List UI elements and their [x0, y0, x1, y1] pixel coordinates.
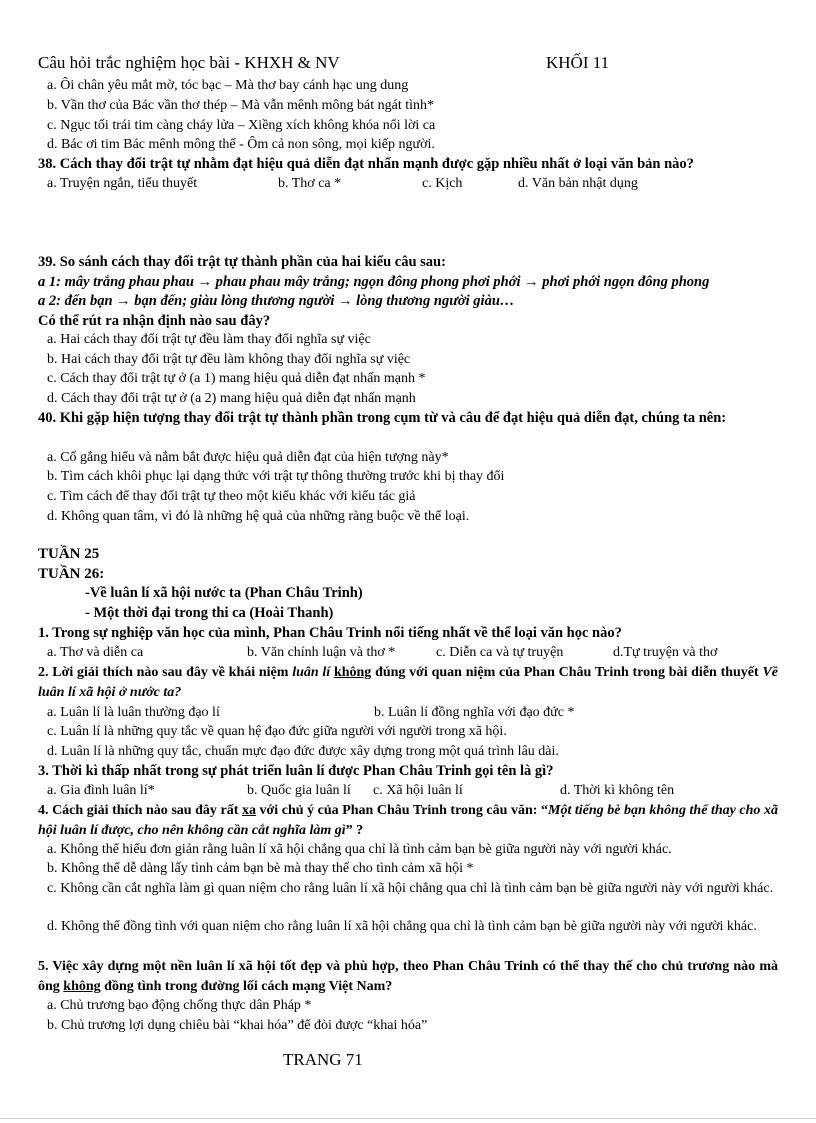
option-b: b. Luân lí đồng nghĩa với đạo đức * [374, 705, 575, 720]
question-39-prompt: Có thể rút ra nhận định nào sau đây? [38, 313, 271, 329]
option-b: b. Hai cách thay đổi trật tự đều làm không thay đổi nghĩa sự việc [47, 352, 411, 367]
question-39: 39. So sánh cách thay đổi trật tự thành phần của hai kiểu câu sau: [38, 254, 446, 270]
question-w2-options-ab [47, 704, 777, 722]
emphasis-khong: không [333, 665, 372, 680]
option-a: a. Luân lí là luân thường đạo lí [47, 705, 220, 720]
question-w3: 3. Thời kì thấp nhất trong sự phát triển luân lí được Phan Châu Trinh gọi tên là gì? [38, 763, 554, 779]
option-a: a. Cố gắng hiểu và nắm bắt được hiệu quả diễn đạt của hiện tượng này* [47, 450, 449, 465]
option-d: d. Không quan tâm, vì đó là những hệ quả của những ràng buộc về thể loại. [47, 509, 470, 524]
question-text: 5. Việc xây dựng một nền luân lí xã hội tốt đẹp và phù hợp, theo Phan Châu Trinh có thể thay thế cho chủ trương nào mà ông [38, 959, 778, 994]
option-c: c. Tìm cách để thay đổi trật tự theo một kiểu khác với kiểu tác giả [47, 489, 416, 504]
question-text: với chủ ý của Phan Châu Trinh trong câu văn: “ [255, 803, 548, 818]
option-c: c. Xã hội luân lí [373, 783, 463, 798]
option-a: a. Không thể hiểu đơn giản rằng luân lí xã hội chẳng qua chỉ là tình cảm bạn bè giữa người này với người khác. [47, 842, 672, 857]
question-text: đồng tình trong đường lối cách mạng Việt Nam? [100, 978, 393, 994]
question-w4 [38, 801, 778, 840]
work-title: Về luân lí xã hội ở nước ta? [38, 665, 778, 700]
option-c: c. Luân lí là những quy tắc về quan hệ đạo đức giữa người với người trong xã hội. [47, 724, 507, 739]
option-a: a. Ôi chân yêu mắt mờ, tóc bạc – Mà thơ bay cánh hạc ung dung [47, 78, 409, 93]
page-number: TRANG 71 [283, 1050, 363, 1069]
question-38: 38. Cách thay đổi trật tự nhằm đạt hiệu quả diễn đạt nhấn mạnh được gặp nhiều nhất ở loại văn bản nào? [38, 156, 694, 172]
question-text: 4. Cách giải thích nào sau đây rất [38, 803, 242, 818]
emphasis-xa: xa [241, 803, 256, 818]
option-b: b. Tìm cách khôi phục lại dạng thức với trật tự thông thường trước khi bị thay đổi [47, 469, 505, 484]
example-a1: a 1: mây trắng phau phau → phau phau mây trắng; ngọn đông phong phơi phới → phơi phới ngọn đông phong [38, 274, 710, 290]
option-d: d. Luân lí là những quy tắc, chuẩn mực đạo đức được xây dựng trong một quá trình lâu dài. [47, 744, 559, 759]
emphasis-khong: không [63, 978, 101, 994]
option-d: d. Cách thay đổi trật tự ở (a 2) mang hiệu quả diễn đạt nhấn mạnh [47, 391, 416, 406]
question-w5 [38, 957, 778, 996]
option-b: b. Văn chính luận và thơ * [247, 645, 396, 660]
option-d: d. Bác ơi tim Bác mênh mông thế - Ôm cả non sông, mọi kiếp người. [47, 137, 435, 152]
question-w3-options [47, 782, 777, 800]
term-luan-li: luân lí [292, 665, 331, 680]
option-d: d. Không thể đồng tình với quan niệm cho rằng luân lí xã hội chẳng qua chỉ là tình cảm bạn bè giữa người này với người khác. [47, 919, 757, 934]
option-b: b. Không thể dễ dàng lấy tình cảm bạn bè mà thay thế cho tình cảm xã hội * [47, 861, 474, 876]
option-b: b. Chủ trương lợi dụng chiêu bài “khai hóa” để đòi được “khai hóa” [47, 1018, 428, 1033]
option-d: d. Thời kì không tên [560, 783, 675, 798]
option-a: a. Chủ trương bạo động chống thực dân Pháp * [47, 998, 312, 1013]
question-text: ” ? [345, 822, 364, 838]
lesson-2: - Một thời đại trong thi ca (Hoài Thanh) [85, 605, 334, 621]
question-38-options [47, 175, 777, 193]
option-c: c. Cách thay đổi trật tự ở (a 1) mang hiệu quả diễn đạt nhấn mạnh * [47, 371, 426, 386]
option-c: c. Ngục tối trái tim càng cháy lửa – Xiềng xích không khóa nổi lời ca [47, 118, 436, 133]
question-w1-options [47, 644, 777, 662]
lesson-1: -Về luân lí xã hội nước ta (Phan Châu Trinh) [85, 585, 363, 601]
quoted-sentence: Một tiếng bè bạn không thể thay cho xã hội luân lí được, cho nên không cần cắt nghĩa làm gì [38, 803, 778, 838]
page-header [38, 53, 778, 75]
example-a2: a 2: đến bạn → bạn đến; giàu lòng thương người → lòng thương người giàu… [38, 293, 515, 309]
option-a: a. Truyện ngắn, tiểu thuyết [47, 176, 198, 191]
option-c: c. Kịch [422, 176, 463, 191]
option-b: b. Vần thơ của Bác vần thơ thép – Mà vẫn mênh mông bát ngát tình* [47, 98, 435, 113]
week-26-heading: TUẦN 26: [38, 566, 105, 582]
question-text: 2. Lời giải thích nào sau đây về khái niệm [38, 665, 293, 680]
option-b: b. Quốc gia luân lí [247, 783, 351, 798]
option-b: b. Thơ ca * [278, 176, 342, 191]
option-a: a. Hai cách thay đổi trật tự đều làm thay đổi nghĩa sự việc [47, 332, 371, 347]
option-a: a. Gia đình luân lí* [47, 783, 155, 798]
header-grade: KHỐI 11 [546, 53, 610, 72]
question-w2 [38, 663, 778, 702]
week-25-heading: TUẦN 25 [38, 546, 100, 562]
option-d: d. Văn bản nhật dụng [518, 176, 638, 191]
option-c: c. Diễn ca và tự truyện [436, 645, 564, 660]
question-w1: 1. Trong sự nghiệp văn học của mình, Phan Châu Trinh nổi tiếng nhất về thể loại văn học nào? [38, 625, 622, 641]
option-d: d.Tự truyện và thơ [613, 645, 718, 660]
header-title: Câu hỏi trắc nghiệm học bài - KHXH & NV [38, 53, 340, 72]
option-c: c. Không cần cắt nghĩa làm gì quan niệm cho rằng luân lí xã hội chẳng qua chỉ là tình cảm bạn bè giữa người này với người khác. [47, 881, 774, 896]
question-40: 40. Khi gặp hiện tượng thay đổi trật tự thành phần trong cụm từ và câu để đạt hiệu quả diễn đạt, chúng ta nên: [38, 410, 727, 426]
option-a: a. Thơ và diễn ca [47, 645, 144, 660]
page-bottom-divider [0, 1118, 816, 1119]
question-text: đúng với quan niệm của Phan Châu Trinh trong bài diễn thuyết [371, 665, 763, 680]
